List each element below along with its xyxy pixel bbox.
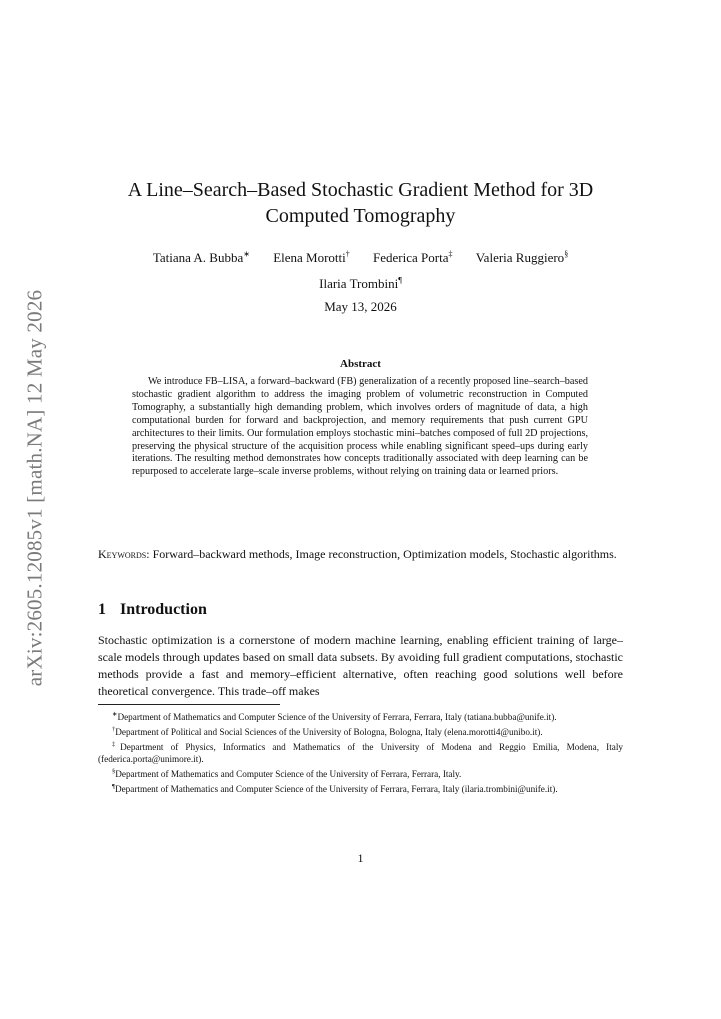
keywords-text: Forward–backward methods, Image reconstruction, Optimization models, Stochastic algorithms. xyxy=(152,547,617,561)
author xyxy=(153,250,250,265)
footnote xyxy=(98,781,623,796)
author xyxy=(373,250,452,265)
author-name: Tatiana A. Bubba xyxy=(152,250,244,266)
author-name: Elena Morotti xyxy=(273,250,346,266)
author-name: Federica Porta xyxy=(373,250,449,266)
paper-title: A Line–Search–Based Stochastic Gradient Method for 3D Computed Tomography xyxy=(127,179,594,227)
footnote xyxy=(98,709,623,724)
footnote-mark: ¶ xyxy=(112,782,115,790)
footnote-text: Department of Physics, Informatics and Mathematics of the University of Modena and Reggio Emilia, Modena, Italy (federica.porta@unimore.it). xyxy=(98,742,623,764)
author-mark: ‡ xyxy=(448,250,453,259)
footnote-mark: ‡ xyxy=(112,740,121,748)
arxiv-identifier-text: arXiv:2605.12085v1 [math.NA] 12 May 2026 xyxy=(22,289,47,687)
author-list xyxy=(98,244,623,295)
abstract-heading: Abstract xyxy=(340,358,381,370)
footnote-mark: ∗ xyxy=(112,711,118,718)
author-name: Ilaria Trombini xyxy=(319,275,399,291)
section-number: 1 xyxy=(98,601,106,618)
page-number: 1 xyxy=(357,851,364,865)
footnotes xyxy=(98,709,623,796)
abstract-text: We introduce FB–LISA, a forward–backward (FB) generalization of a recently proposed line–search–based stochastic gradient algorithm to address the imaging problem of volumetric reconstruction in Computed Tomography, a substantially high demanding problem, which involves orders of magnitude of data, a high computational burden for forward and backprojection, and memory requirements that push current GPU architectures to their limits. Our formulation employs stochastic mini–batches composed of full 2D projections, preserving the physical structure of the acquisition process while enabling significant speed–ups during early iterations. The resulting method demonstrates how concepts traditionally associated with deep learning can be repurposed to accelerate large–scale inverse problems, without relying on training data or learned priors. xyxy=(132,376,588,478)
author xyxy=(476,250,568,265)
footnote-rule xyxy=(98,704,280,705)
author-mark: ∗ xyxy=(243,250,250,259)
footnote-mark: § xyxy=(112,767,116,775)
footnote xyxy=(98,724,623,739)
introduction-text: Stochastic optimization is a cornerstone of modern machine learning, enabling efficient training of large–scale models through updates based on small data subsets. By avoiding full gradient computations, stochastic methods provide a fast and memory–efficient alternative, often reaching good solutions well before theoretical convergence. This trade–off makes xyxy=(98,633,623,698)
footnote-text: Department of Mathematics and Computer Science of the University of Ferrara, Ferrara, Italy (ilaria.trombini@unife.it). xyxy=(114,783,558,794)
paper-date: May 13, 2026 xyxy=(324,299,397,314)
footnote xyxy=(98,766,623,781)
author-mark: ¶ xyxy=(398,275,402,285)
author-mark: § xyxy=(564,250,569,259)
footnote-text: Department of Political and Social Sciences of the University of Bologna, Bologna, Italy (elena.morotti4@unibo.it). xyxy=(115,727,543,738)
footnote-text: Department of Mathematics and Computer Science of the University of Ferrara, Ferrara, Italy. xyxy=(115,768,462,779)
section-title: Introduction xyxy=(120,601,207,618)
author-mark: † xyxy=(345,250,350,259)
author-name: Valeria Ruggiero xyxy=(475,250,565,266)
keywords xyxy=(98,546,623,563)
footnote-mark: † xyxy=(112,725,116,733)
author xyxy=(273,250,350,265)
footnote xyxy=(98,739,623,766)
footnote-text: Department of Mathematics and Computer Science of the University of Ferrara, Ferrara, Italy (tatiana.bubba@unife.it). xyxy=(117,712,557,723)
section-heading xyxy=(98,601,207,619)
author xyxy=(319,276,402,291)
keywords-label: Keywords: xyxy=(98,547,150,561)
